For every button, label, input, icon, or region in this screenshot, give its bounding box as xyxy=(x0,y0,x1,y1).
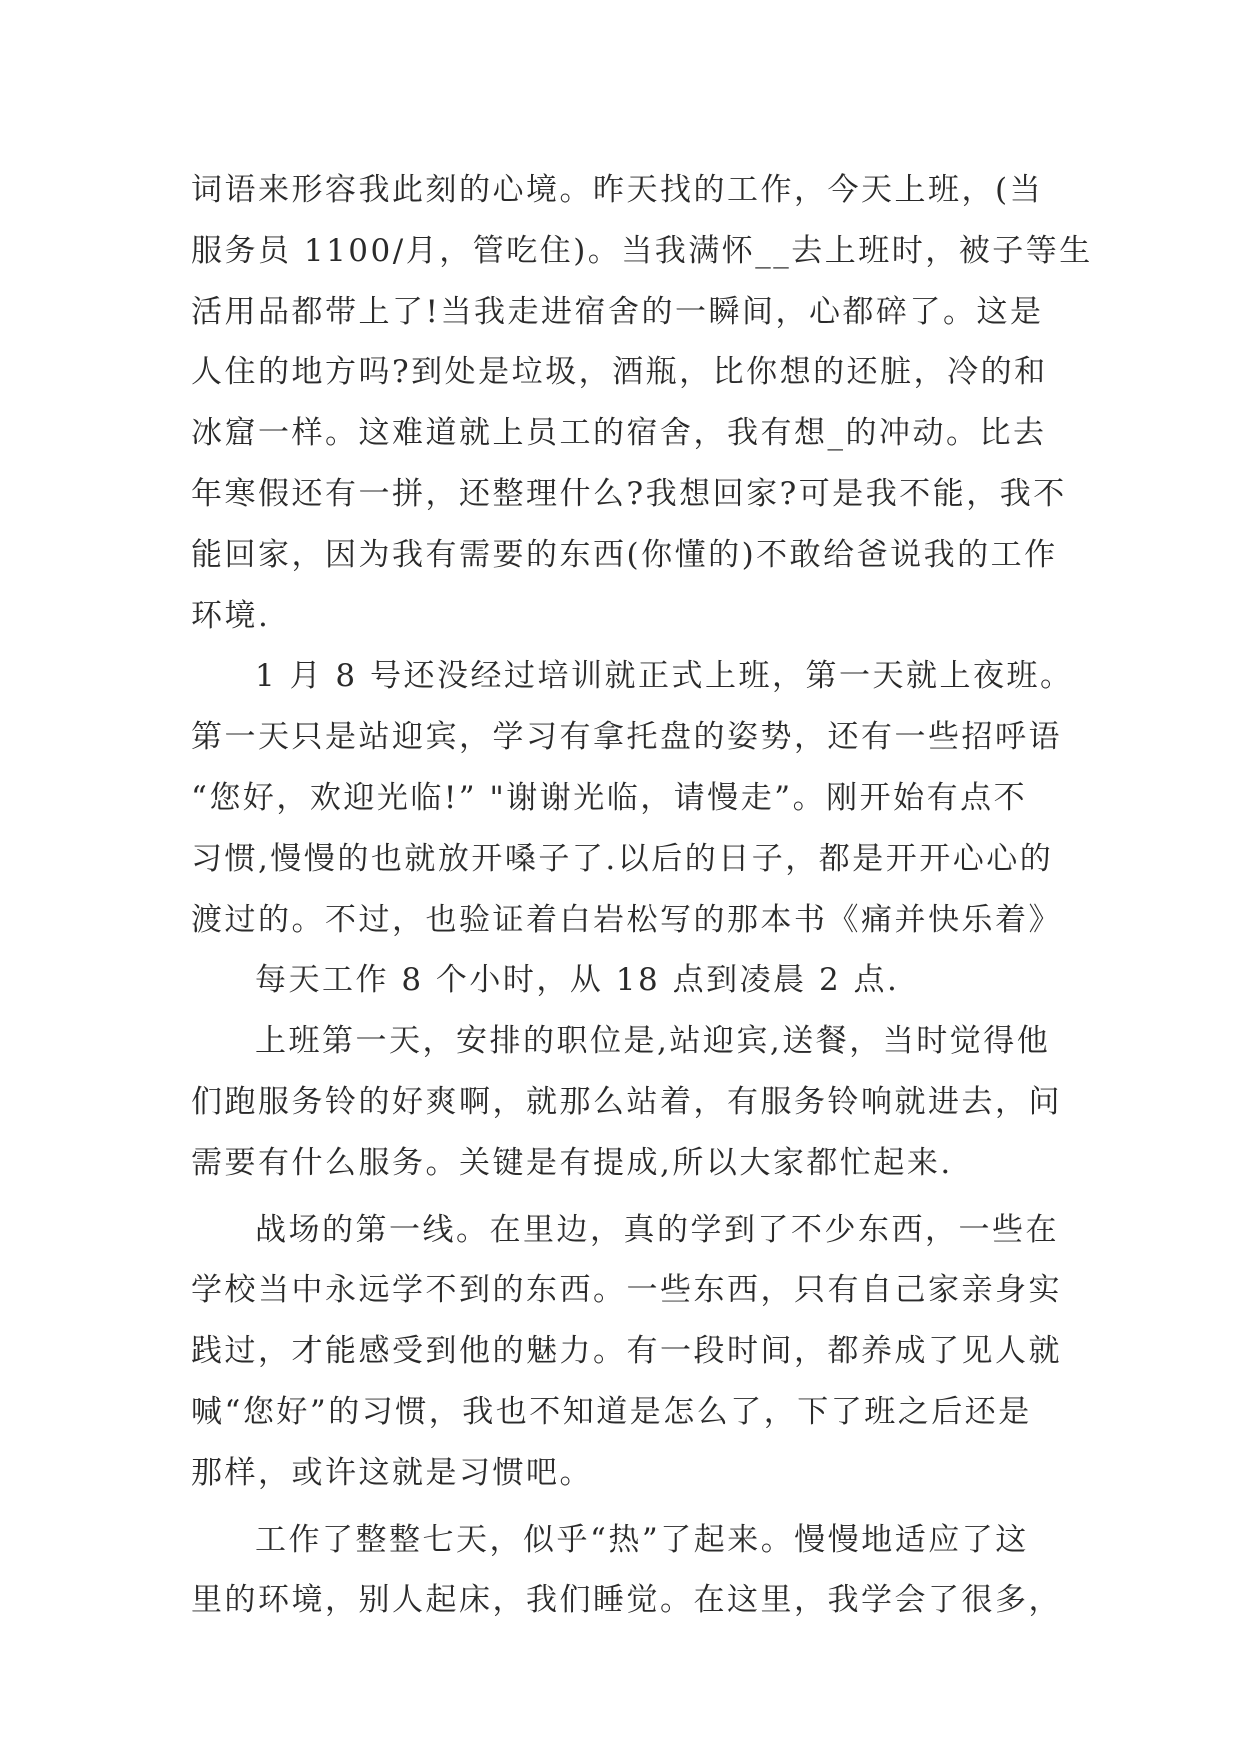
text-line: 喊“您好”的习惯，我也不知道是怎么了，下了班之后还是 xyxy=(191,1393,1032,1430)
text-line: 习惯,慢慢的也就放开嗓子了.以后的日子，都是开开心心的 xyxy=(191,840,1054,877)
text-line: 词语来形容我此刻的心境。昨天找的工作，今天上班，(当 xyxy=(191,172,1044,208)
text-line: 践过，才能感受到他的魅力。有一段时间，都养成了见人就 xyxy=(191,1333,1062,1370)
text-line: 里的环境，别人起床，我们睡觉。在这里，我学会了很多， xyxy=(191,1582,1062,1619)
text-line: 需要有什么服务。关键是有提成,所以大家都忙起来. xyxy=(191,1144,953,1181)
text-line: 渡过的。不过，也验证着白岩松写的那本书《痛并快乐着》 xyxy=(191,901,1062,938)
document-body xyxy=(191,160,1093,1631)
paragraph-first-line: 每天工作 8 个小时，从 18 点到凌晨 2 点. xyxy=(255,962,900,999)
paragraph-first-line: 1 月 8 号还没经过培训就正式上班，第一天就上夜班。 xyxy=(255,658,1074,695)
paragraph-first-line: 战场的第一线。在里边，真的学到了不少东西，一些在 xyxy=(255,1211,1059,1248)
text-line: 环境. xyxy=(191,597,271,634)
text-line: 人住的地方吗?到处是垃圾，酒瓶，比你想的还脏，冷的和 xyxy=(191,354,1048,391)
text-line: 第一天只是站迎宾，学习有拿托盘的姿势，还有一些招呼语 xyxy=(191,719,1062,756)
text-line: 学校当中永远学不到的东西。一些东西，只有自己家亲身实 xyxy=(191,1272,1062,1309)
text-line: 年寒假还有一拼，还整理什么?我想回家?可是我不能，我不 xyxy=(191,475,1067,512)
text-line: 那样，或许这就是习惯吧。 xyxy=(191,1454,593,1491)
paragraph-first-line: 上班第一天，安排的职位是,站迎宾,送餐，当时觉得他 xyxy=(255,1023,1051,1060)
text-line: 能回家，因为我有需要的东西(你懂的)不敢给爸说我的工作 xyxy=(191,536,1058,573)
paragraph-first-line: 工作了整整七天，似乎“热”了起来。慢慢地适应了这 xyxy=(255,1521,1029,1558)
text-line: “您好，欢迎光临!” "谢谢光临，请慢走”。刚开始有点不 xyxy=(191,779,1028,816)
text-line: 活用品都带上了!当我走进宿舍的一瞬间，心都碎了。这是 xyxy=(191,293,1044,330)
text-line: 服务员 1100/月，管吃住)。当我满怀__去上班时，被子等生 xyxy=(191,232,1093,269)
text-line: 冰窟一样。这难道就上员工的宿舍，我有想_的冲动。比去 xyxy=(191,415,1047,452)
text-line: 们跑服务铃的好爽啊，就那么站着，有服务铃响就进去，问 xyxy=(191,1083,1062,1120)
